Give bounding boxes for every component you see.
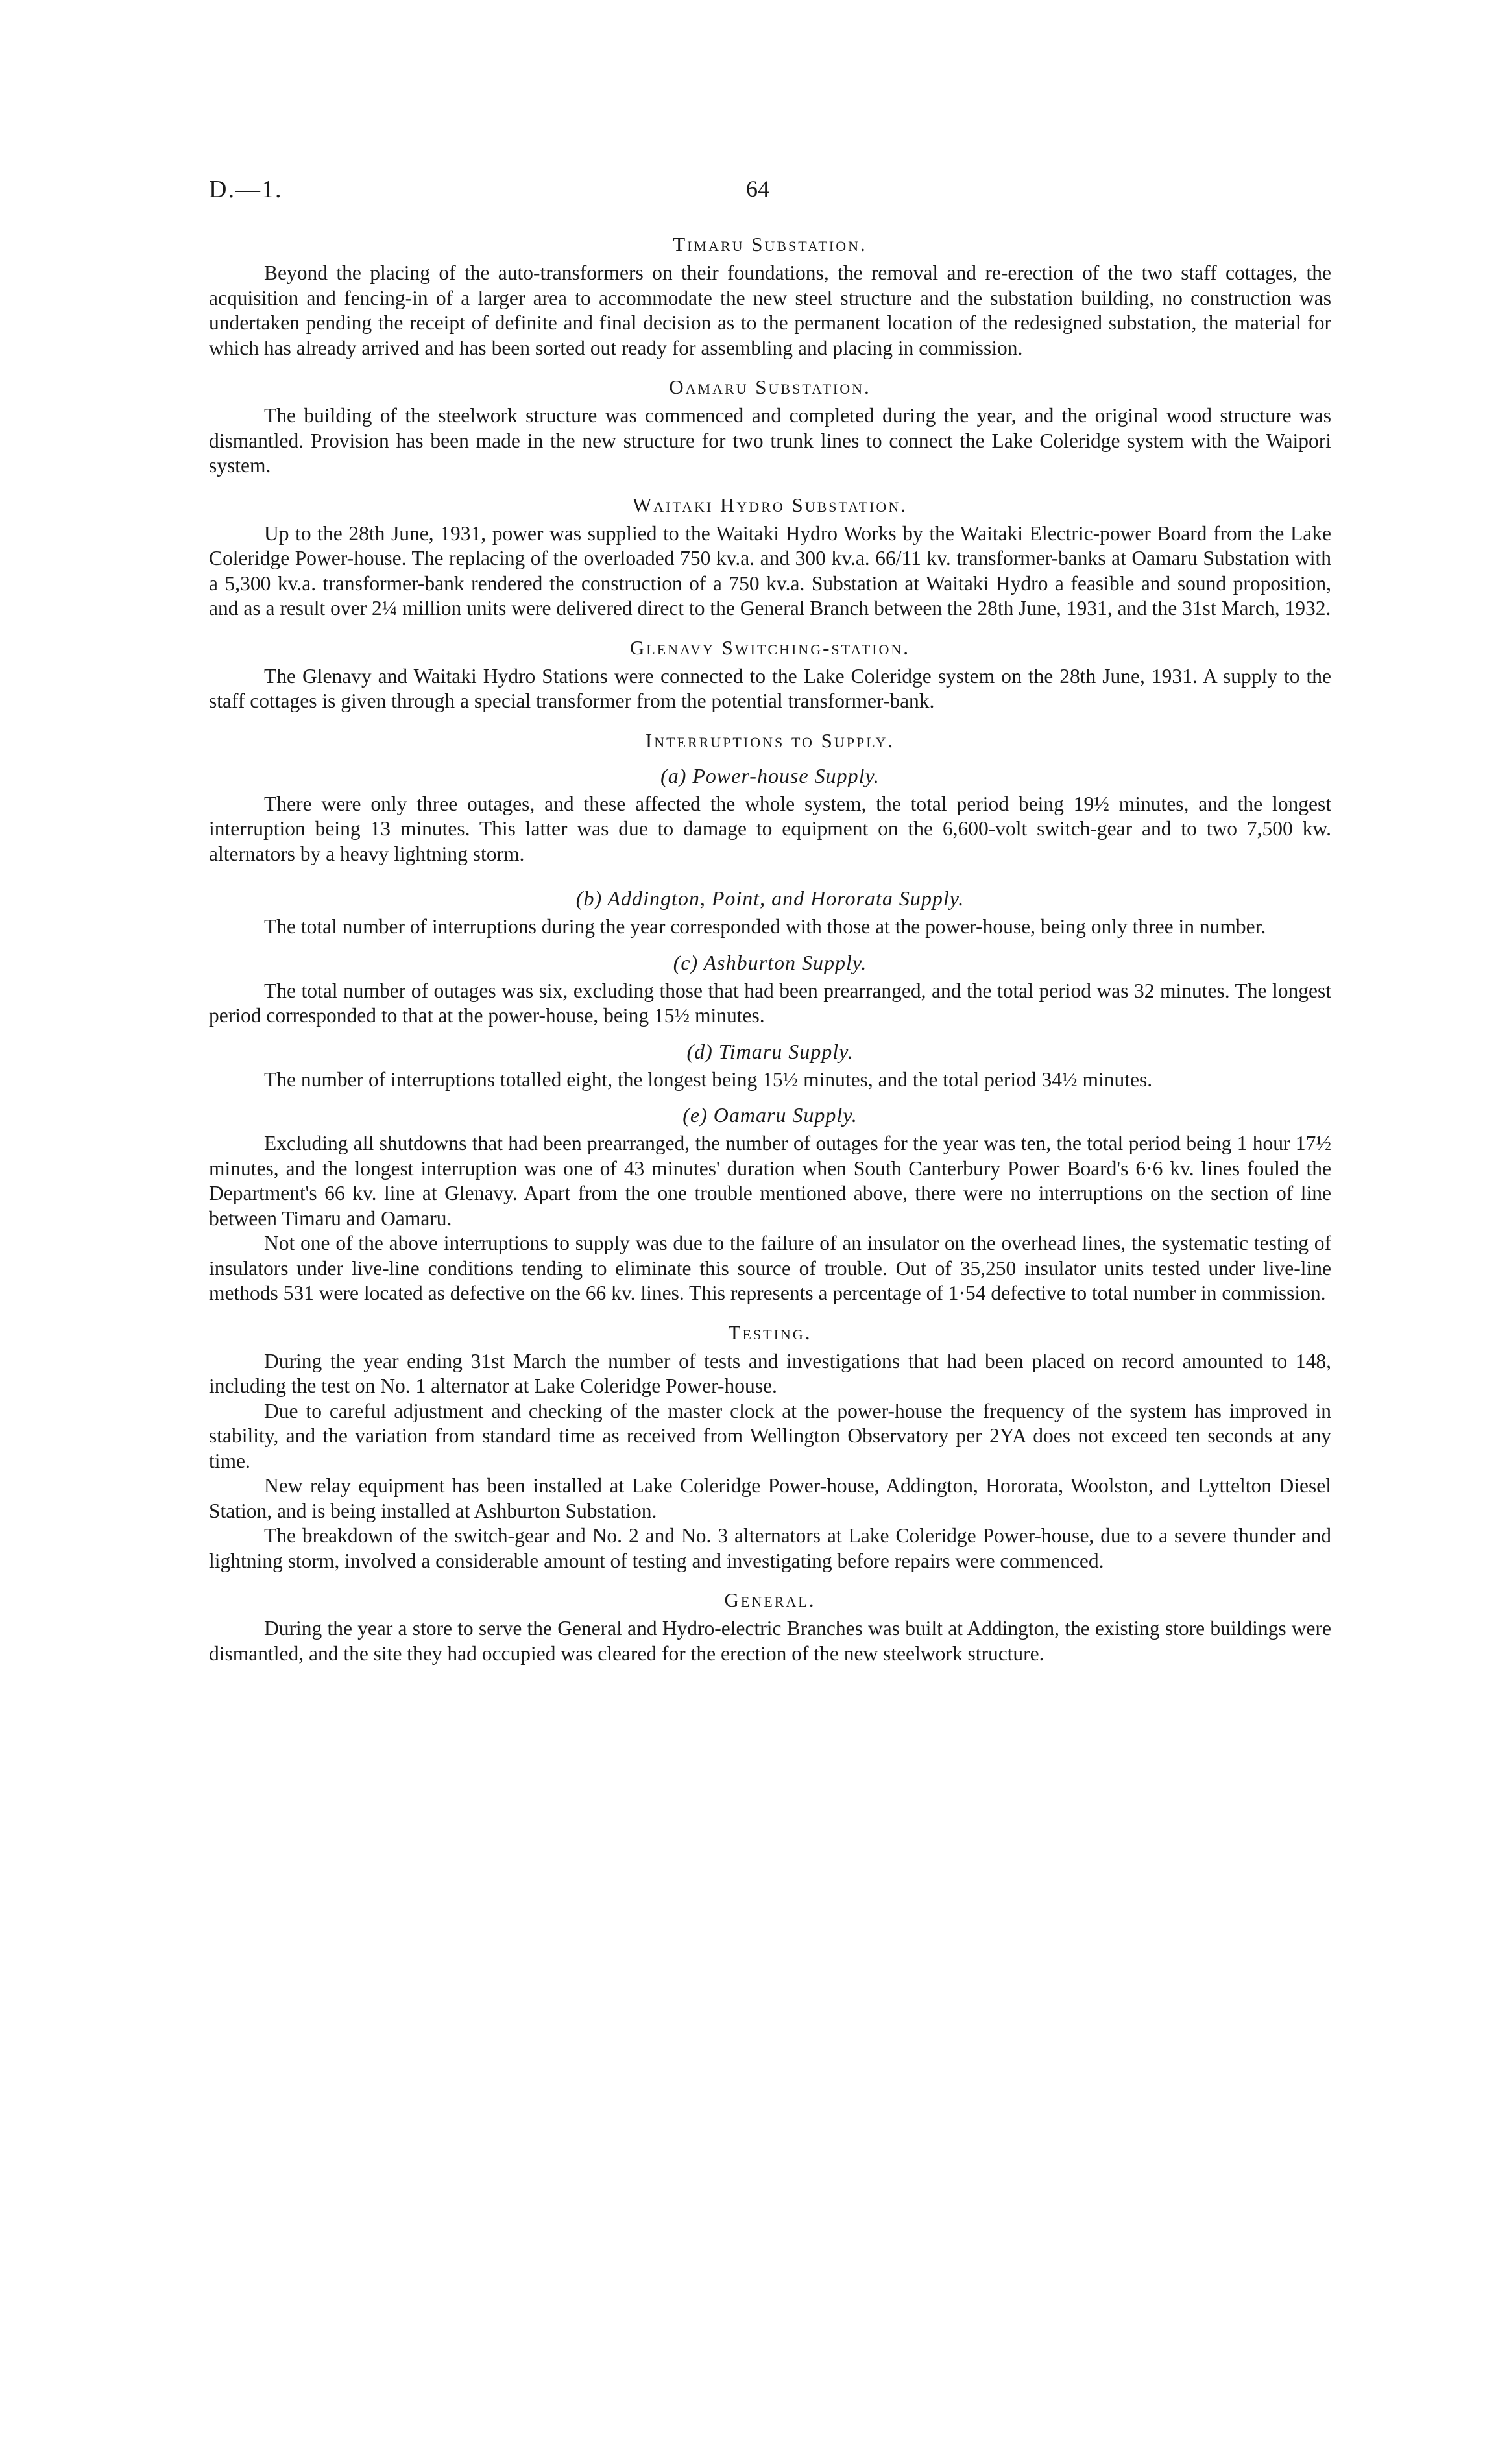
section-general [209,1588,1331,1666]
section-heading: Waitaki Hydro Substation. [633,493,908,516]
paragraph: The Glenavy and Waitaki Hydro Stations were connected to the Lake Coleridge system on the 28th June, 1931. A supply to the staff cottages is given through a special transformer from the potential transformer-bank. [209,664,1331,712]
section-heading: Interruptions to Supply. [645,728,895,752]
section-glenavy [209,636,1331,714]
paragraph: The building of the steelwork structure was commenced and completed during the year, and the original wood structure was dismantled. Provision has been made in the new structure for two trunk lines to connect the Lake Coleridge system with the Waipori system. [209,404,1331,477]
page-header [209,175,1331,221]
section-heading: Testing. [728,1321,812,1344]
document-reference: D.—1. [209,176,283,203]
subsection-heading-ashburton: (c) Ashburton Supply. [673,950,867,974]
paragraph: New relay equipment has been installed at Lake Coleridge Power-house, Addington, Hororata, Woolston, and Lyttelton Diesel Station, and is being installed at Ashburton Substation. [209,1474,1331,1522]
section-heading: Timaru Substation. [673,233,867,256]
paragraph: During the year ending 31st March the number of tests and investigations that had been placed on record amounted to 148, including the test on No. 1 alternator at Lake Coleridge Power-house. [209,1349,1331,1397]
subsection-heading-power-house: (a) Power-house Supply. [660,763,880,787]
section-interruptions [209,728,1331,1306]
paragraph: Due to careful adjustment and checking of the master clock at the power-house the frequency of the system has improved in stability, and the variation from standard time as received from Wellington Observatory per 2YA does not exceed ten seconds at any time. [209,1399,1331,1472]
section-waitaki [209,493,1331,621]
paragraph: There were only three outages, and these affected the whole system, the total period being 19½ minutes, and the longest interruption being 13 minutes. This latter was due to damage to equipment on the 6,600-volt switch-gear and to two 7,500 kw. alternators by a heavy lightning storm. [209,792,1331,865]
section-oamaru [209,375,1331,479]
document-page [209,175,1331,1681]
paragraph: The total number of interruptions during the year corresponded with those at the power-house, being only three in number. [264,915,1266,938]
paragraph: During the year a store to serve the General and Hydro-electric Branches was built at Addington, the existing store buildings were dismantled, and the site they had occupied was cleared for the erection of the new steelwork structure. [209,1617,1331,1665]
section-heading: General. [724,1588,816,1611]
paragraph: Excluding all shutdowns that had been prearranged, the number of outages for the year was ten, the total period being 1 hour 17½ minutes, and the longest interruption was one of 43 minutes' duration when South Canterbury Power Board's 6·6 kv. lines fouled the Department's 66 kv. line at Glenavy. Apart from the one trouble mentioned above, there were no interruptions on the section of line between Timaru and Oamaru. [209,1132,1331,1230]
paragraph: The total number of outages was six, excluding those that had been prearranged, and the total period was 32 minutes. The longest period corresponded to that at the power-house, being 15½ minutes. [209,979,1331,1027]
page-number: 64 [746,176,769,202]
subsection-heading-oamaru: (e) Oamaru Supply. [682,1103,858,1127]
paragraph: Up to the 28th June, 1931, power was supplied to the Waitaki Hydro Works by the Waitaki Electric-power Board from the Lake Coleridge Power-house. The replacing of the overloaded 750 kv.a. and 300 kv.a. 66/11 kv. transformer-banks at Oamaru Substation with a 5,300 kv.a. transformer-bank rendered the construction of a 750 kv.a. Substation at Waitaki Hydro a feasible and sound proposition, and as a result over 2¼ million units were delivered direct to the General Branch between the 28th June, 1931, and the 31st March, 1932. [209,521,1331,619]
subsection-heading-addington: (b) Addington, Point, and Hororata Supply. [575,887,965,910]
subsection-heading-timaru: (d) Timaru Supply. [686,1039,854,1063]
paragraph: The number of interruptions totalled eight, the longest being 15½ minutes, and the total period 34½ minutes. [264,1068,1153,1091]
section-heading: Oamaru Substation. [669,376,871,398]
section-timaru [209,232,1331,361]
paragraph: The breakdown of the switch-gear and No. 2 and No. 3 alternators at Lake Coleridge Power-house, due to a severe thunder and lightning storm, involved a considerable amount of testing and investigating before repairs were commenced. [209,1524,1331,1572]
section-testing [209,1321,1331,1574]
section-heading: Glenavy Switching-station. [629,636,911,659]
paragraph: Beyond the placing of the auto-transformers on their foundations, the removal and re-erection of the two staff cottages, the acquisition and fencing-in of a larger area to accommodate the new steel structure and the substation building, no construction was undertaken pending the receipt of definite and final decision as to the permanent location of the redesigned substation, the material for which has already arrived and has been sorted out ready for assembling and placing in commission. [209,261,1331,359]
paragraph: Not one of the above interruptions to supply was due to the failure of an insulator on the overhead lines, the systematic testing of insulators under live-line conditions tending to eliminate this source of trouble. Out of 35,250 insulator units tested under live-line methods 531 were located as defective on the 66 kv. lines. This represents a percentage of 1·54 defective to total number in commission. [209,1232,1331,1304]
